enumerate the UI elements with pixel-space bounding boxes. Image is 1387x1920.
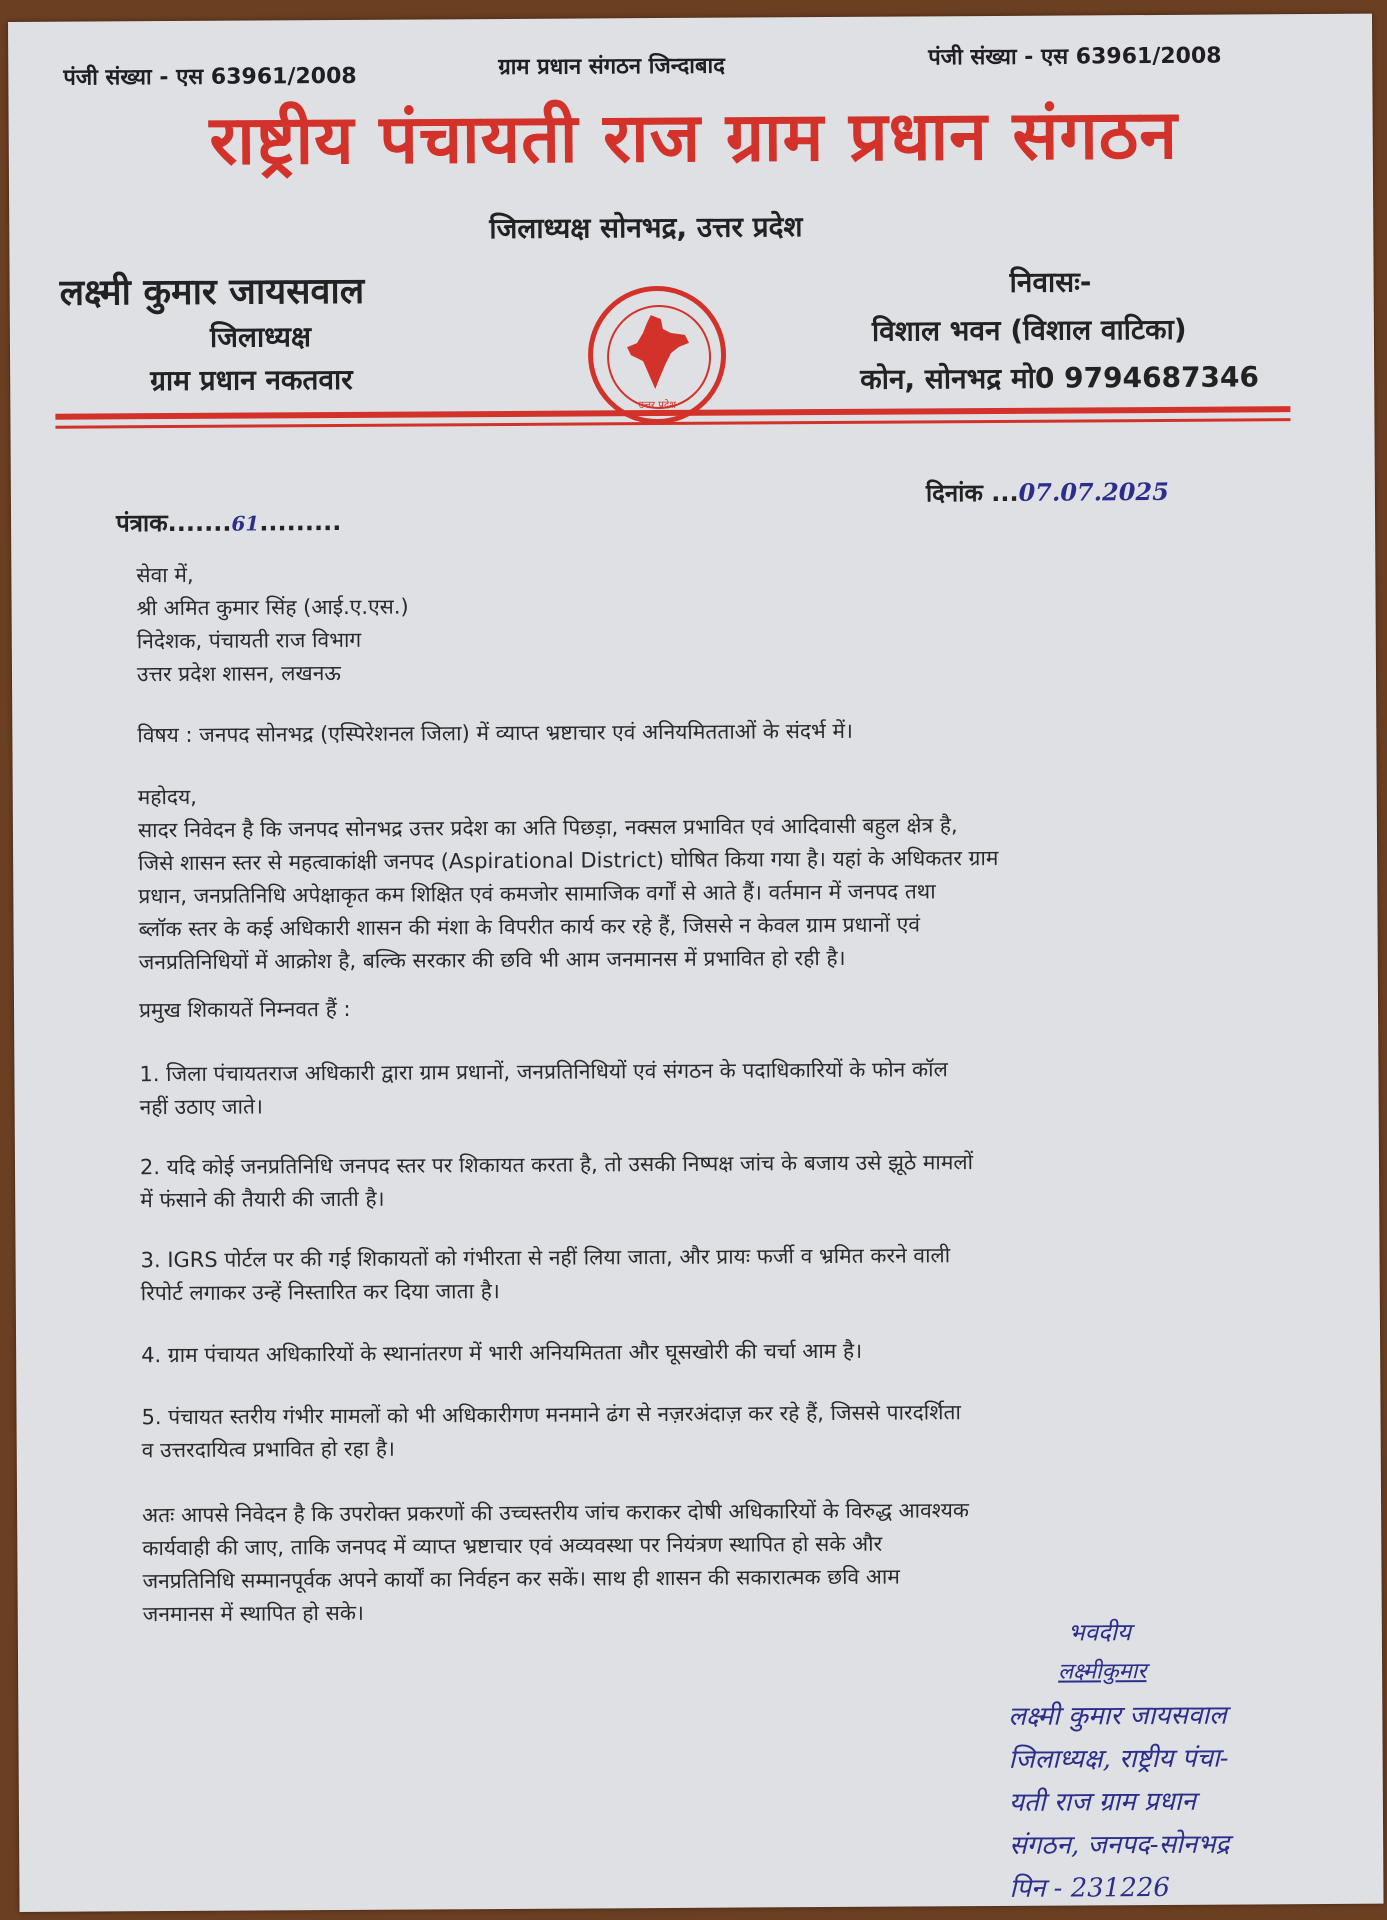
paragraph-line: जनप्रतिनिधि सम्मानपूर्वक अपने कार्यों का निर्वहन कर सकें। साथ ही शासन की सकारात्मक छवि आम: [142, 1564, 900, 1594]
handwritten-signature: लक्ष्मीकुमार: [1058, 1659, 1147, 1685]
paragraph-line: जनमानस में स्थापित हो सके।: [142, 1600, 364, 1627]
reference-number: [116, 505, 341, 539]
salutation: महोदय,: [137, 784, 197, 810]
complaint-line: 2. यदि कोई जनप्रतिनिधि जनपद स्तर पर शिकायत करता है, तो उसकी निष्पक्ष जांच के बजाय उसे झूठे मामलों: [139, 1150, 974, 1180]
slogan: ग्राम प्रधान संगठन जिन्दाबाद: [498, 53, 725, 81]
complaint-item: [141, 1396, 961, 1467]
paragraph-line: कार्यवाही की जाए, ताकि जनपद में व्याप्त भ्रष्टाचार एवं अव्यवस्था पर नियंत्रण स्थापित हो सके और: [142, 1531, 883, 1561]
letterhead-subtitle: जिलाध्यक्ष सोनभद्र, उत्तर प्रदेश: [489, 210, 803, 246]
paragraph-line: जनप्रतिनिधियों में आक्रोश है, बल्कि सरकार की छवि भी आम जनमानस में प्रभावित हो रही है।: [138, 945, 846, 975]
registration-number-right: पंजी संख्या - एस 63961/2008: [928, 43, 1222, 71]
president-name: लक्ष्मी कुमार जायसवाल: [59, 270, 365, 314]
registration-number-left: पंजी संख्या - एस 63961/2008: [63, 63, 357, 91]
complaint-line: 4. ग्राम पंचायत अधिकारियों के स्थानांतरण में भारी अनियमितता और घूसखोरी की चर्चा आम है।: [141, 1338, 863, 1368]
letter-date: [926, 475, 1169, 509]
signatory-line: संगठन, जनपद-सोनभद्र: [1009, 1829, 1230, 1861]
signatory-line: पिन - 231226: [1009, 1872, 1171, 1904]
reference-value: 61: [231, 511, 260, 536]
organization-title: राष्ट्रीय पंचायती राज ग्राम प्रधान संगठन: [209, 95, 1179, 181]
paragraph-line: जिसे शासन स्तर से महत्वाकांक्षी जनपद (Aspirational District) घोषित किया गया है। यहां के अधिकतर ग्राम: [138, 845, 999, 876]
residence-label: निवासः-: [1009, 265, 1092, 299]
complaint-line: रिपोर्ट लगाकर उन्हें निस्तारित कर दिया जाता है।: [140, 1279, 500, 1306]
india-map-icon: [621, 313, 693, 393]
residence-address: विशाल भवन (विशाल वाटिका): [871, 312, 1187, 348]
signatory-line: जिलाध्यक्ष, राष्ट्रीय पंचा-: [1008, 1743, 1229, 1775]
complaint-line: व उत्तरदायित्व प्रभावित हो रहा है।: [141, 1436, 396, 1463]
recipient-address: [136, 558, 409, 692]
paragraph-line: अतः आपसे निवेदन है कि उपरोक्त प्रकरणों की उच्चस्तरीय जांच कराकर दोषी अधिकारियों के विरुद्ध आवश्यक: [142, 1498, 970, 1528]
date-value: 07.07.2025: [1018, 476, 1169, 507]
reference-label: पंत्राक.......: [115, 508, 232, 538]
reference-dots: .........: [259, 507, 342, 537]
president-role: जिलाध्यक्ष: [209, 320, 312, 354]
complaints-heading: प्रमुख शिकायतें निम्नवत हैं :: [138, 996, 351, 1023]
address-line: उत्तर प्रदेश शासन, लखनऊ: [136, 660, 341, 687]
paragraph-line: ब्लॉक स्तर के कई अधिकारी शासन की मंशा के विपरीत कार्य कर रहे हैं, जिससे न केवल ग्राम प्रधानों एवं: [138, 912, 921, 942]
introduction: [138, 776, 999, 979]
complaint-line: में फंसाने की तैयारी की जाती है।: [140, 1186, 385, 1213]
complaint-line: 5. पंचायत स्तरीय गंभीर मामलों को भी अधिकारीगण मनमाने ढंग से नज़रअंदाज़ कर रहे हैं, जिससे पारदर्शिता: [141, 1400, 961, 1430]
paragraph-line: प्रधान, जनप्रतिनिधि अपेक्षाकृत कम शिक्षित एवं कमजोर सामाजिक वर्गों से आते हैं। वर्तमान में जनपद तथा: [138, 879, 936, 909]
logo-text: उत्तर प्रदेश: [638, 399, 677, 412]
complaint-item: [140, 1239, 950, 1310]
complaint-item: [139, 1053, 948, 1124]
closing-paragraph: [142, 1494, 970, 1631]
signatory-details: [1008, 1695, 1229, 1911]
complaint-line: 3. IGRS पोर्टल पर की गई शिकायतों को गंभीरता से नहीं लिया जाता, और प्रायः फर्जी व भ्रमित करने वाली: [140, 1243, 951, 1273]
signatory-line: लक्ष्मी कुमार जायसवाल: [1008, 1700, 1227, 1732]
complaint-item: [140, 1146, 973, 1217]
address-line: सेवा में,: [136, 562, 194, 588]
valediction: भवदीय: [1067, 1618, 1132, 1647]
complaint-item: [141, 1335, 862, 1372]
residence-city-mobile: कोन, सोनभद्र मो0 9794687346: [860, 360, 1260, 396]
signatory-line: यती राज ग्राम प्रधान: [1008, 1786, 1196, 1818]
organization-logo-seal: [588, 286, 727, 425]
complaint-line: 1. जिला पंचायतराज अधिकारी द्वारा ग्राम प्रधानों, जनप्रतिनिधियों एवं संगठन के पदाधिकारियों के फोन कॉल: [139, 1057, 948, 1087]
letter-page: [8, 14, 1384, 1912]
address-line: निदेशक, पंचायती राज विभाग: [136, 627, 362, 654]
complaint-line: नहीं उठाए जाते।: [139, 1094, 264, 1120]
paragraph-line: सादर निवेदन है कि जनपद सोनभद्र उत्तर प्रदेश का अति पिछड़ा, नक्सल प्रभावित एवं आदिवासी बहुल क्षेत्र है,: [137, 813, 958, 843]
address-line: श्री अमित कुमार सिंह (आई.ए.एस.): [136, 594, 409, 621]
president-village: ग्राम प्रधान नकतवार: [150, 362, 353, 398]
letter-subject: विषय : जनपद सोनभद्र (एस्पिरेशनल जिला) में व्याप्त भ्रष्टाचार एवं अनियमितताओं के संदर्भ में।: [137, 718, 854, 748]
date-label: दिनांक ...: [925, 478, 1019, 508]
